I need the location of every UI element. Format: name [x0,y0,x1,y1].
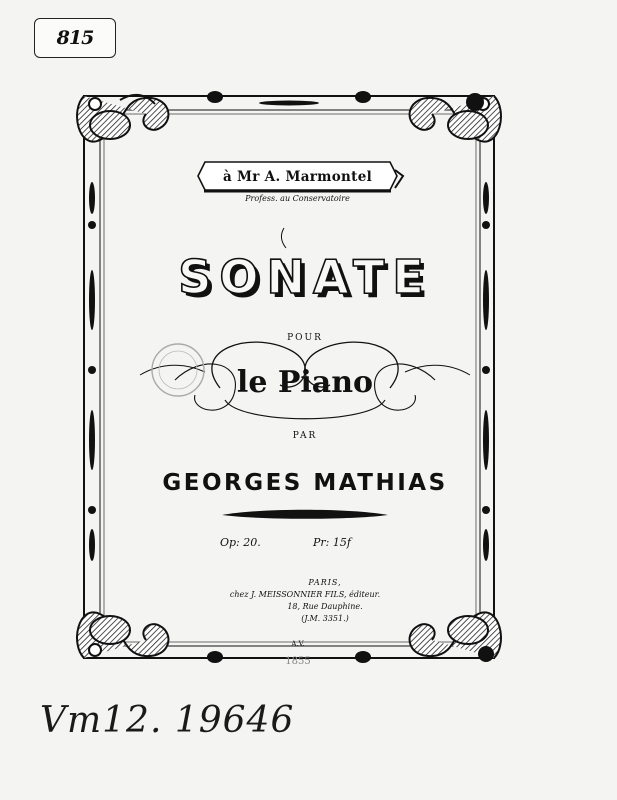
call-number: Vm12. 19646 [40,700,295,741]
publisher-name: chez J. MEISSONNIER FILS, éditeur. [229,590,381,599]
publisher-city: PARIS, [308,578,342,587]
corner-scroll-bottom-right [410,612,501,662]
dedication: à Mr A. Marmontel [222,169,373,185]
pour-label: POUR [287,333,323,343]
corner-scroll-bottom-left [77,612,168,658]
opus-number: Op: 20. [220,536,261,549]
corner-scroll-top-right [410,93,501,142]
par-label: PAR [292,431,318,441]
price: Pr: 15f [313,536,351,549]
year: 1855 [285,656,311,667]
shelf-label: 815 [34,18,116,58]
composer-name: GEORGES MATHIAS [162,470,448,496]
engraver-mark: A.V. [291,640,305,648]
corner-scroll-top-left [77,95,168,142]
side-ornament-right [482,182,490,561]
library-stamp [152,344,204,396]
side-ornament-left [88,182,96,561]
dedication-subtitle: Profess. au Conservatoire [245,194,350,203]
instrument-label: le Piano [236,365,374,400]
work-title: SONATE [178,250,432,304]
publisher-address: 18, Rue Dauphine. [287,602,363,611]
plate-number: (J.M. 3351.) [301,614,349,623]
divider-rule [222,510,388,519]
